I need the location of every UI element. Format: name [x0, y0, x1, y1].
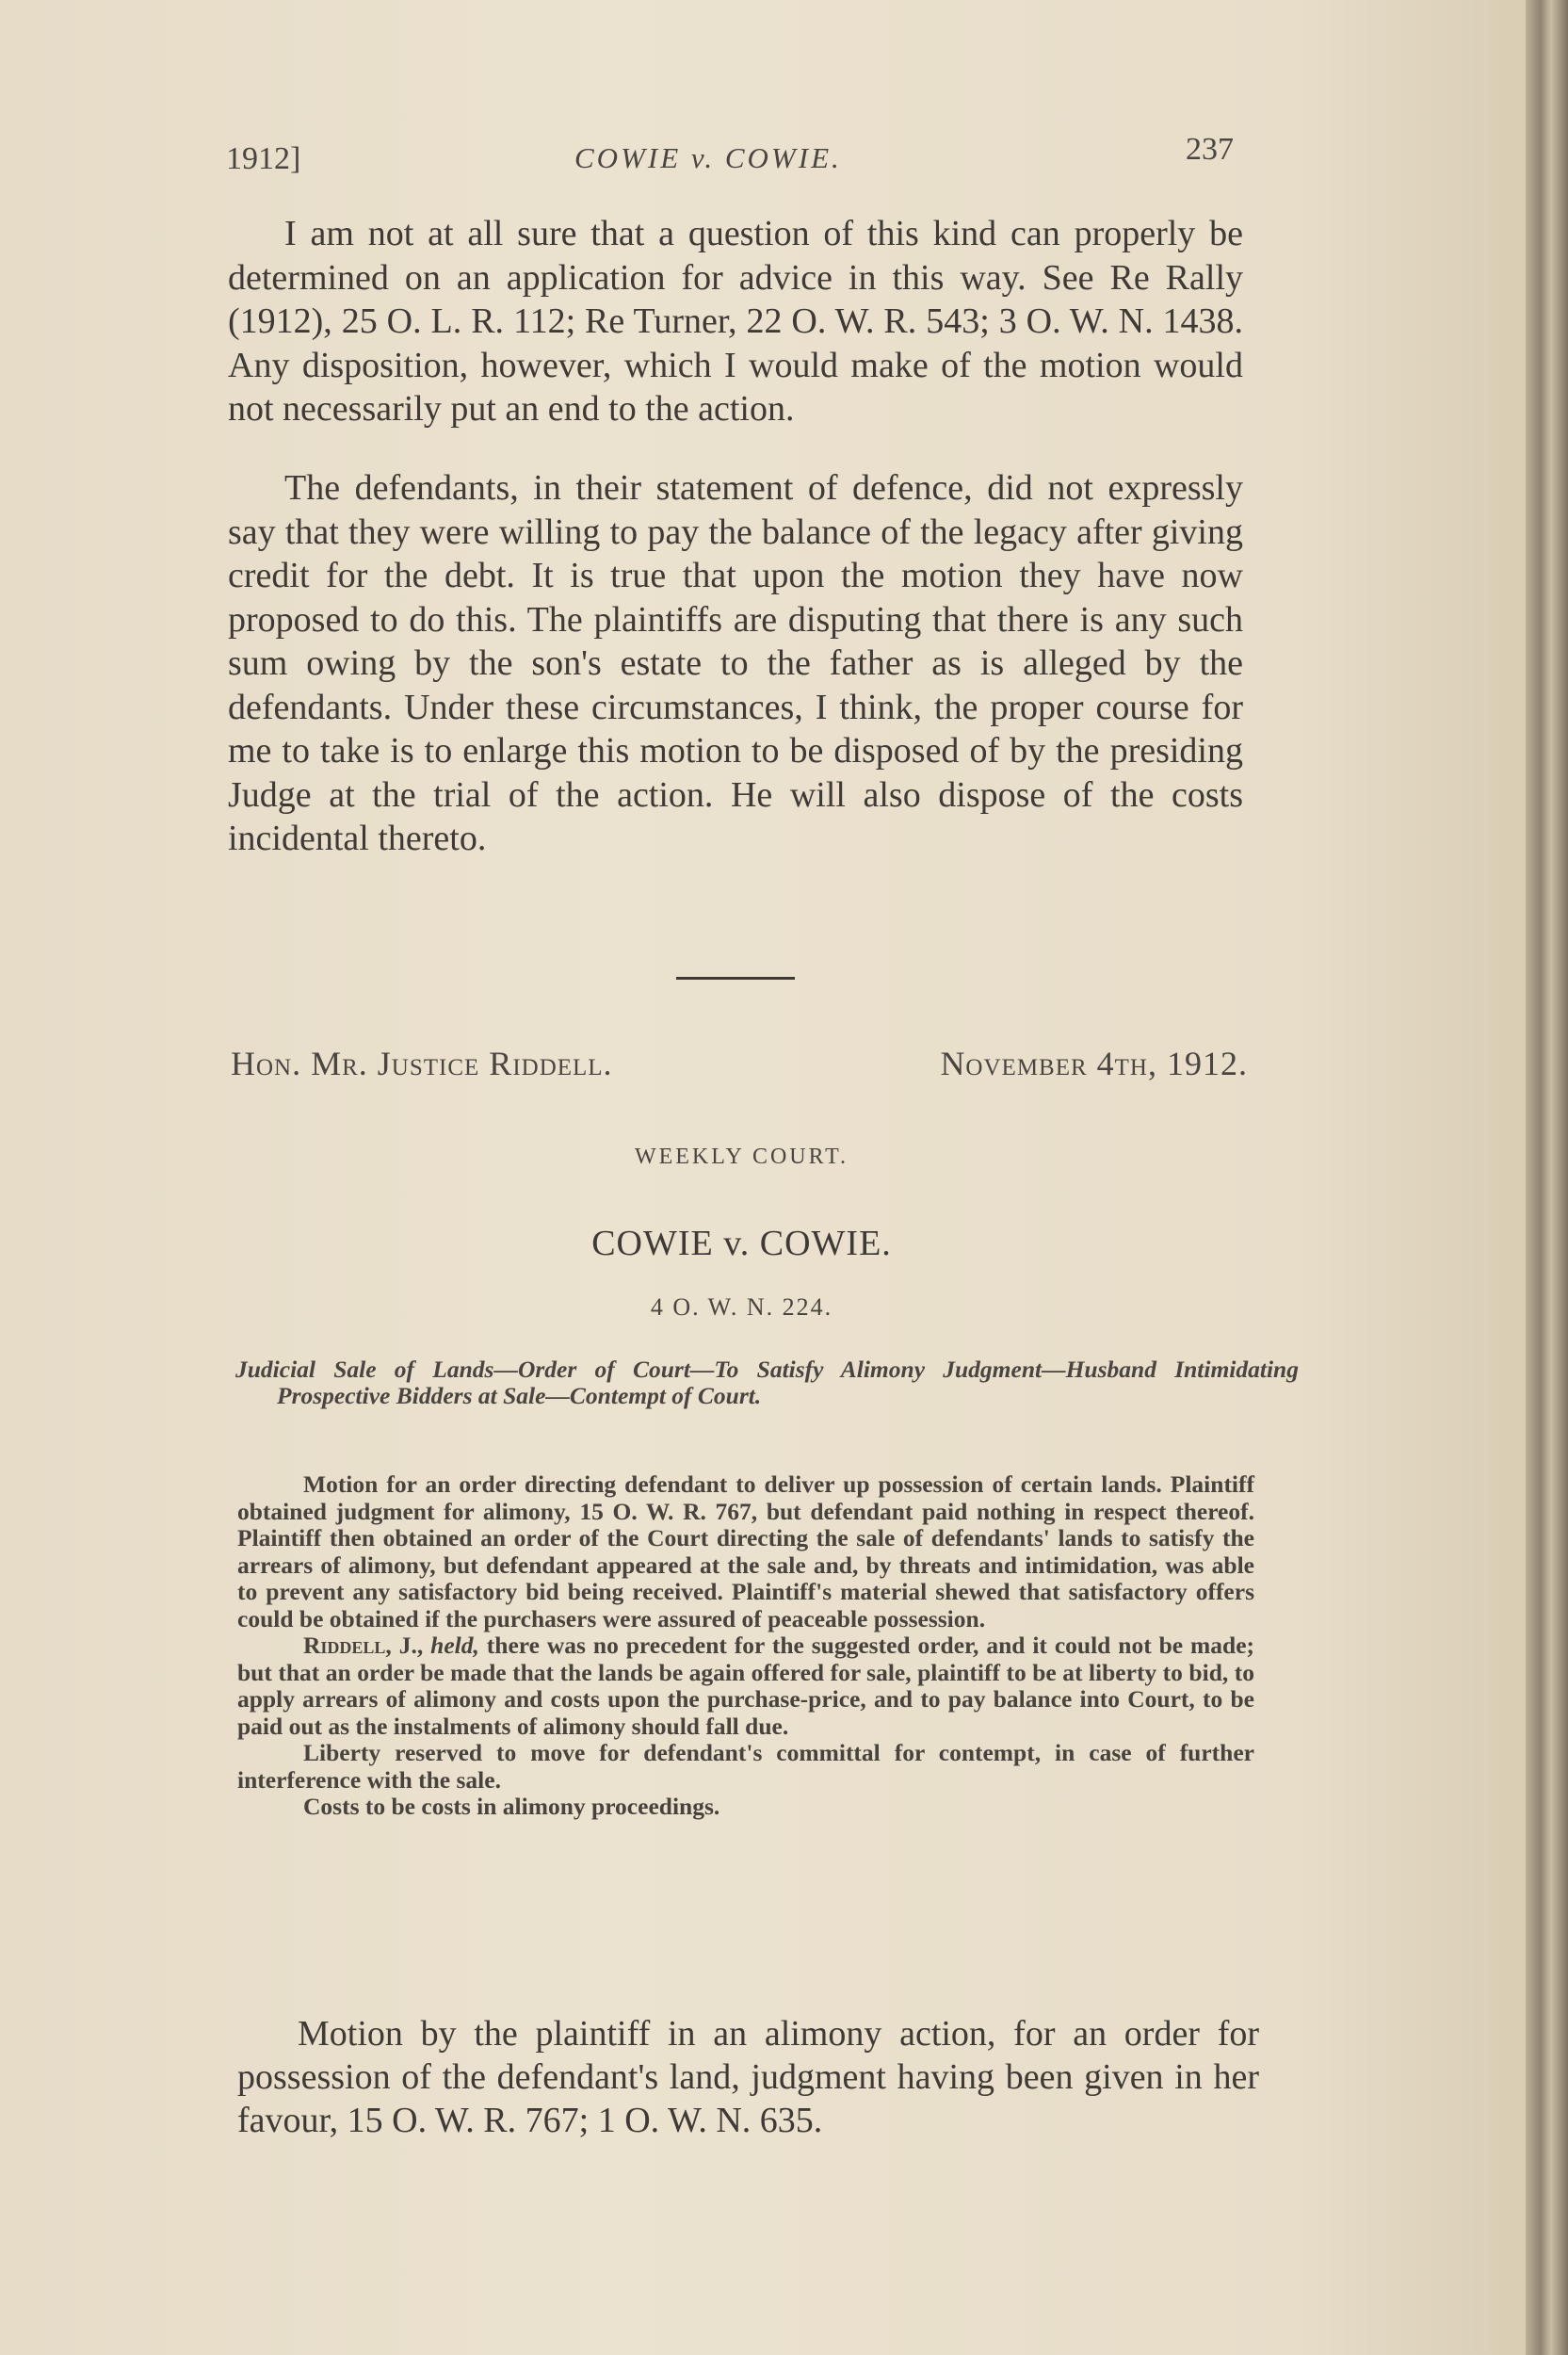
summary-paragraph-4: Costs to be costs in alimony proceedings. — [303, 1793, 720, 1820]
headnote: Judicial Sale of Lands—Order of Court—To Satisfy Alimony Judgment—Husband Intimidating Prospective Bidders at Sale—Contempt of Court. — [235, 1356, 1299, 1409]
motion-paragraph-text: Motion by the plaintiff in an alimony action, for an order for possession of the defendant's land, judgment having been given in her favour, 15 O. W. R. 767; 1 O. W. N. 635. — [237, 2014, 1259, 2140]
paragraph-2-text: The defendants, in their statement of defence, did not expressly say that they were willing to pay the balance of the legacy after giving credit for the debt. It is true that upon the motion they have now proposed to do this. The plaintiffs are disputing that there is any such sum owing by the son's estate to the father as is alleged by the defendants. Under these circumstances, I think, the proper course for me to take is to enlarge this motion to be disposed of by the presiding Judge at the trial of the action. He will also dispose of the costs incidental thereto. — [228, 468, 1243, 858]
justice-name: Hon. Mr. Justice Riddell. — [231, 1045, 613, 1082]
case-citation: 4 O. W. N. 224. — [650, 1293, 833, 1321]
summary-holding-text: there was no precedent for the suggested order, and it could not be made; but that an order be made that the lands be again offered for sale, plaintiff to be at liberty to bid, to apply arrears of alimony and costs upon the purchase-price, and to pay balance into Court, to be paid out as the instalments of alimony should fall due. — [237, 1632, 1255, 1740]
case-judge-date-line — [231, 1044, 1248, 1087]
body-paragraph-1 — [228, 212, 1243, 431]
running-head — [226, 132, 1234, 188]
summary-paragraph-2 — [237, 1632, 1254, 1740]
court-name: WEEKLY COURT. — [634, 1145, 849, 1169]
summary-judge-name: Riddell, J., — [303, 1632, 424, 1659]
book-spine — [1526, 0, 1568, 2355]
summary-paragraph-1: Motion for an order directing defendant to deliver up possession of certain lands. Plaintiff obtained judgment for alimony, 15 O. W. R. 767, but defendant paid nothing in respect thereof. Plaintiff then obtained an order of the Court directing the sale of defendants' lands to satisfy the arrears of alimony, but defendant appeared at the sale and, by threats and intimidation, was able to prevent any satisfactory bid being received. Plaintiff's material shewed that satisfactory offers could be obtained if the purchasers were assured of peaceable possession. — [237, 1470, 1254, 1632]
running-head-title: COWIE v. COWIE. — [574, 141, 842, 174]
section-divider — [676, 977, 795, 980]
case-name: COWIE v. COWIE. — [591, 1224, 892, 1263]
summary-paragraph-3: Liberty reserved to move for defendant's committal for contempt, in case of further interference with the sale. — [237, 1739, 1254, 1794]
decision-date: November 4th, 1912. — [940, 1045, 1248, 1082]
body-paragraph-2 — [228, 466, 1243, 861]
running-head-year: 1912] — [226, 141, 301, 176]
paragraph-1-text: I am not at all sure that a question of this kind can properly be determined on an application for advice in this way. See Re Rally (1912), 25 O. L. R. 112; Re Turner, 22 O. W. R. 543; 3 O. W. N. 1438. Any disposition, however, which I would make of the motion would not necessarily put an end to the action. — [228, 214, 1243, 429]
summary-held: held, — [430, 1632, 479, 1659]
case-summary — [237, 1471, 1254, 1821]
motion-paragraph — [237, 2012, 1259, 2142]
page-number: 237 — [1186, 132, 1234, 167]
